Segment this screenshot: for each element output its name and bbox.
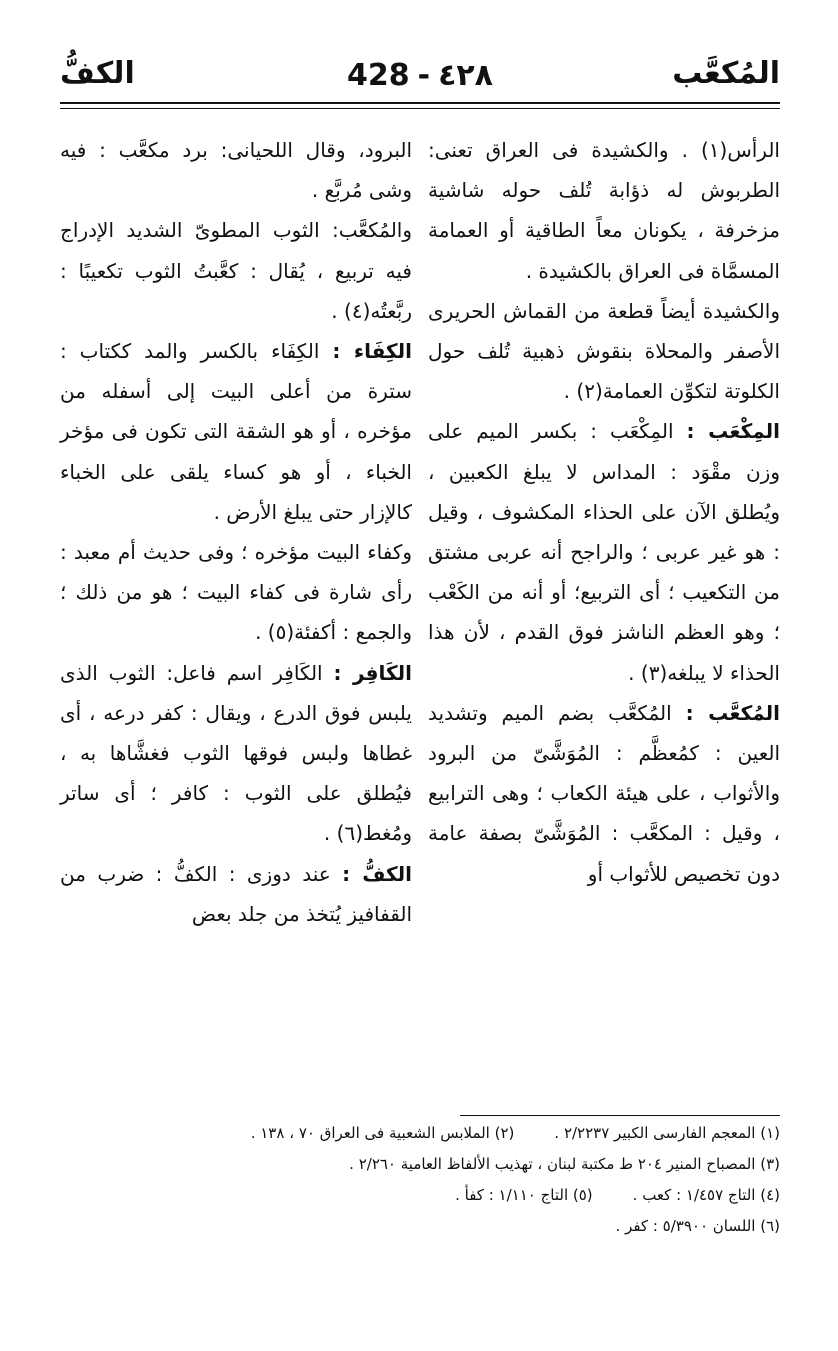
headword: الكِفَاء : <box>332 339 413 364</box>
footnotes <box>60 1118 780 1242</box>
footnote-1: (١) المعجم الفارسى الكبير ٢/٢٢٣٧ . <box>554 1124 780 1142</box>
headword: الكفُّ : <box>342 861 413 886</box>
header-rule <box>60 102 780 104</box>
footnote-row <box>60 1118 780 1149</box>
paragraph: والمُكعَّب: الثوب المطوىّ الشديد الإدراج فيه تربيع ، يُقال : كعَّبتُ الثوب تكعيبًا : ربَّعتُه(٤) . <box>60 218 412 323</box>
entry-text: الكِفَاء بالكسر والمد ككتاب : سترة من أعلى البيت إلى أسفله من مؤخره ، أو هو الشقة التى تكون فى مؤخر الخباء ، أو هو كساء يلقى على الخباء كالإزار حتى يبلغ الأرض . <box>60 339 412 524</box>
entry-mukaab <box>428 693 780 894</box>
entry-kafir <box>60 653 412 854</box>
footnote-3: (٣) المصباح المنير ٢٠٤ ط مكتبة لبنان ، تهذيب الألفاظ العامية ٢/٢٦٠ . <box>349 1155 780 1173</box>
headword: الكَافِر : <box>333 660 412 685</box>
footnote-row <box>60 1180 780 1211</box>
paragraph: البرود، وقال اللحيانى: برد مكعَّب : فيه وشى مُربَّع . <box>60 138 412 203</box>
header-rule-thin <box>60 108 780 109</box>
page-number <box>60 58 780 93</box>
entry-text: الكَافِر اسم فاعل: الثوب الذى يلبس فوق الدرع ، ويقال : كفر درعه ، أى غطاها ولبس فوقها الثوب فغشَّاها به ، فيُطلق على الثوب : كافر ؛ أى ساتر ومُغط(٦) . <box>60 660 412 846</box>
page-number-latin: 428 <box>346 58 410 93</box>
running-head-left: الكفُّ <box>60 56 135 91</box>
headword: المُكعَّب : <box>685 700 781 725</box>
headword: المِكْعَب : <box>686 419 781 444</box>
entry-kaff <box>60 854 412 934</box>
entry-mikab <box>428 411 780 692</box>
page-header <box>60 52 780 104</box>
page-number-separator: - <box>417 58 431 93</box>
footnote-row <box>60 1211 780 1242</box>
paragraph: والكشيدة أيضاً قطعة من القماش الحريرى الأصفر والمحلاة بنقوش ذهبية تُلف حول الكلوتة لتكوِّن العمامة(٢) . <box>428 298 780 404</box>
footnote-rule <box>460 1115 780 1116</box>
footnote-6: (٦) اللسان ٥/٣٩٠٠ : كفر . <box>615 1217 780 1235</box>
entry-text: المِكْعَب : بكسر الميم على وزن مقْوَد : المداس لا يبلغ الكعبين ، ويُطلق الآن على الحذاء المكشوف ، وقيل : هو غير عربى ؛ والراجح أنه عربى مشتق من التكعيب ؛ أى التربيع؛ أو أنه من الكَعْب ؛ وهو العظم الناشز فوق القدم ، لأن هذا الحذاء لا يبلغه(٣) . <box>428 419 780 685</box>
footnote-5: (٥) التاج ١/١١٠ : كفأ . <box>455 1186 593 1204</box>
footnote-row <box>60 1149 780 1180</box>
right-column <box>428 130 780 894</box>
entry-text: عند دوزى : الكفُّ : ضرب من القفافيز يُتخذ من جلد بعض <box>60 861 412 926</box>
running-head-right: المُكعَّب <box>672 56 780 91</box>
paragraph: الرأس(١) . والكشيدة فى العراق تعنى: الطربوش له ذؤابة تُلف حوله شاشية مزخرفة ، يكونان معاً الطاقية أو العمامة المسمَّاة فى العراق بالكشيدة . <box>428 138 780 283</box>
footnote-2: (٢) الملابس الشعبية فى العراق ٧٠ ، ١٣٨ . <box>250 1124 515 1142</box>
page-number-arabic: ٤٢٨ <box>438 58 493 93</box>
entry-text: المُكعَّب بضم الميم وتشديد العين : كمُعظَّم : المُوَشَّىّ من البرود والأثواب ، على هيئة الكعاب ؛ وهى الترابيع ، وقيل : المكعَّب : المُوَشَّىّ بصفة عامة دون تخصيص للأثواب أو <box>428 700 780 886</box>
footnote-4: (٤) التاج ١/٤٥٧ : كعب . <box>632 1186 780 1204</box>
entry-kifaa <box>60 331 412 532</box>
left-column <box>60 130 412 934</box>
paragraph: وكفاء البيت مؤخره ؛ وفى حديث أم معبد : رأى شارة فى كفاء البيت ؛ هو من ذلك ؛ والجمع : أكفئة(٥) . <box>60 540 412 645</box>
